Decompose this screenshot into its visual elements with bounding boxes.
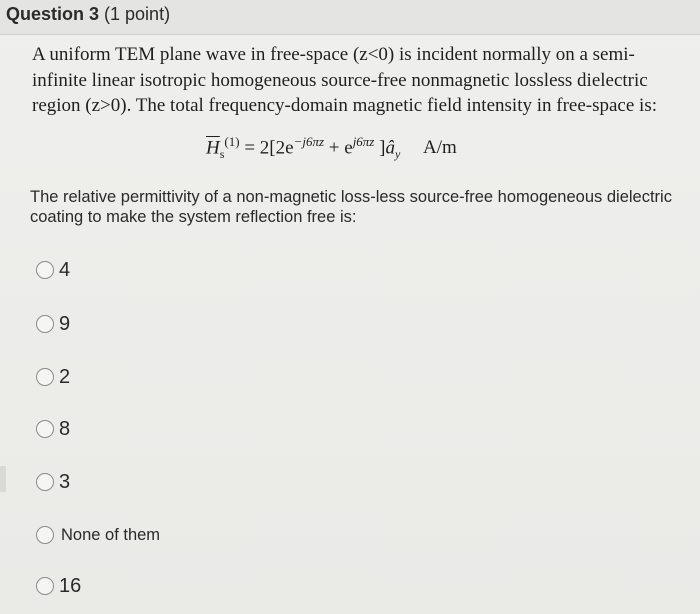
option-none-of-them[interactable] xyxy=(36,520,160,550)
question-header xyxy=(0,0,700,35)
option-9[interactable] xyxy=(36,309,70,339)
equation-lhs-sup: (1) xyxy=(224,134,240,149)
radio-button-icon[interactable] xyxy=(36,315,54,333)
option-label: 3 xyxy=(59,470,71,493)
option-label: 2 xyxy=(59,365,71,388)
radio-button-icon[interactable] xyxy=(36,473,54,491)
equation-exp1: −j6πz xyxy=(293,134,325,149)
equation-lhs-sub: s xyxy=(219,147,225,162)
question-number: Question 3 xyxy=(6,4,100,24)
radio-button-icon[interactable] xyxy=(36,526,54,544)
equation-end: ] xyxy=(379,137,386,159)
left-edge-marker xyxy=(0,466,6,492)
question-prompt: The relative permittivity of a non-magnetic loss-less source-free homogeneous dielectric coating to make the system reflection free is: xyxy=(30,188,672,226)
equation-units: A/m xyxy=(423,137,457,159)
option-label: 8 xyxy=(59,417,71,440)
option-label: 16 xyxy=(59,574,82,597)
equation-mid: + e xyxy=(328,137,353,159)
equation-unit-vector: â xyxy=(385,137,395,159)
option-8[interactable] xyxy=(36,414,70,444)
field-equation xyxy=(206,134,457,166)
question-stem: A uniform TEM plane wave in free-space (z<0) is incident normally on a semi-infinite linear isotropic homogeneous source-free nonmagnetic lossless dielectric region (z>0). The total frequency-domain magnetic field intensity in free-space is: xyxy=(32,44,657,116)
equation-unit-sub: y xyxy=(394,147,401,162)
radio-button-icon[interactable] xyxy=(36,420,54,438)
equation-exp2: j6πz xyxy=(352,134,375,149)
question-title xyxy=(6,4,170,25)
option-16[interactable] xyxy=(36,571,81,601)
option-4[interactable] xyxy=(36,255,70,285)
option-3[interactable] xyxy=(36,467,70,497)
radio-button-icon[interactable] xyxy=(36,577,54,595)
equation-rhs: = 2[2e xyxy=(244,137,294,159)
option-label: None of them xyxy=(61,525,161,544)
option-2[interactable] xyxy=(36,362,70,392)
equation-lhs-symbol: $\overline{H}$ xyxy=(206,137,220,159)
option-label: 4 xyxy=(59,258,71,281)
question-points: (1 point) xyxy=(104,4,171,24)
option-label: 9 xyxy=(59,312,71,335)
radio-button-icon[interactable] xyxy=(36,261,54,279)
radio-button-icon[interactable] xyxy=(36,368,54,386)
